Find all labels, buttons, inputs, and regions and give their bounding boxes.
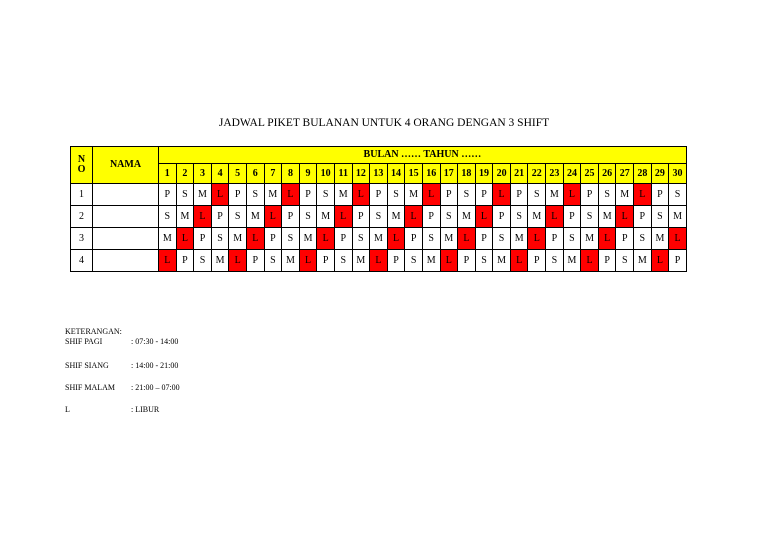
- row-number: 2: [71, 206, 93, 228]
- shift-cell: S: [264, 250, 282, 272]
- shift-cell: M: [458, 206, 476, 228]
- shift-cell: S: [211, 228, 229, 250]
- shift-cell: M: [282, 250, 300, 272]
- shift-cell: P: [282, 206, 300, 228]
- shift-cell: L: [176, 228, 194, 250]
- shift-cell: P: [246, 250, 264, 272]
- shift-cell: L: [422, 184, 440, 206]
- day-number: 28: [634, 164, 652, 184]
- shift-cell: M: [246, 206, 264, 228]
- shift-cell: M: [510, 228, 528, 250]
- schedule-row: [71, 228, 687, 250]
- header-no: [71, 147, 93, 184]
- shift-cell: M: [317, 206, 335, 228]
- shift-cell: M: [581, 228, 599, 250]
- day-number: 7: [264, 164, 282, 184]
- shift-cell: P: [493, 206, 511, 228]
- legend-label: SHIF PAGI: [65, 337, 103, 346]
- row-number: 1: [71, 184, 93, 206]
- shift-cell: L: [211, 184, 229, 206]
- shift-cell: P: [405, 228, 423, 250]
- day-number: 19: [475, 164, 493, 184]
- day-number: 18: [458, 164, 476, 184]
- schedule-row: [71, 250, 687, 272]
- shift-cell: L: [282, 184, 300, 206]
- shift-cell: S: [634, 228, 652, 250]
- shift-cell: M: [528, 206, 546, 228]
- shift-cell: L: [352, 184, 370, 206]
- shift-cell: M: [370, 228, 388, 250]
- schedule-row: [71, 206, 687, 228]
- shift-cell: M: [563, 250, 581, 272]
- shift-cell: P: [352, 206, 370, 228]
- shift-cell: S: [405, 250, 423, 272]
- shift-cell: L: [493, 184, 511, 206]
- name-cell[interactable]: [93, 228, 159, 250]
- shift-cell: S: [651, 206, 669, 228]
- shift-cell: S: [352, 228, 370, 250]
- shift-cell: M: [440, 228, 458, 250]
- shift-cell: P: [211, 206, 229, 228]
- shift-cell: L: [194, 206, 212, 228]
- legend-label: SHIF MALAM: [65, 383, 116, 392]
- shift-cell: S: [334, 250, 352, 272]
- shift-cell: P: [194, 228, 212, 250]
- shift-cell: S: [246, 184, 264, 206]
- shift-cell: L: [651, 250, 669, 272]
- shift-cell: S: [563, 228, 581, 250]
- shift-cell: M: [352, 250, 370, 272]
- shift-cell: S: [176, 184, 194, 206]
- shift-cell: S: [159, 206, 177, 228]
- day-number: 20: [493, 164, 511, 184]
- shift-cell: L: [475, 206, 493, 228]
- day-number: 3: [194, 164, 212, 184]
- legend-value: : 21:00 – 07:00: [131, 383, 180, 392]
- shift-cell: L: [246, 228, 264, 250]
- shift-cell: M: [405, 184, 423, 206]
- page-title: JADWAL PIKET BULANAN UNTUK 4 ORANG DENGAN 3 SHIFT: [218, 117, 550, 129]
- day-number: 4: [211, 164, 229, 184]
- day-number: 10: [317, 164, 335, 184]
- legend-label: L: [65, 405, 70, 414]
- schedule-table: [70, 146, 687, 272]
- row-number: 3: [71, 228, 93, 250]
- shift-cell: S: [440, 206, 458, 228]
- shift-cell: S: [317, 184, 335, 206]
- shift-cell: S: [616, 250, 634, 272]
- shift-cell: L: [669, 228, 687, 250]
- day-number: 24: [563, 164, 581, 184]
- shift-cell: M: [159, 228, 177, 250]
- shift-cell: P: [528, 250, 546, 272]
- legend-value: : LIBUR: [131, 405, 160, 414]
- shift-cell: P: [598, 250, 616, 272]
- day-number: 9: [299, 164, 317, 184]
- shift-cell: P: [669, 250, 687, 272]
- shift-cell: P: [159, 184, 177, 206]
- shift-cell: M: [229, 228, 247, 250]
- shift-cell: S: [528, 184, 546, 206]
- shift-cell: M: [299, 228, 317, 250]
- shift-cell: S: [422, 228, 440, 250]
- shift-cell: P: [229, 184, 247, 206]
- shift-cell: L: [598, 228, 616, 250]
- shift-cell: P: [651, 184, 669, 206]
- header-no-text: N O: [77, 154, 86, 175]
- day-number: 29: [651, 164, 669, 184]
- legend-label: SHIF SIANG: [65, 361, 109, 370]
- shift-cell: M: [669, 206, 687, 228]
- shift-cell: S: [458, 184, 476, 206]
- shift-cell: S: [546, 250, 564, 272]
- shift-cell: M: [616, 184, 634, 206]
- shift-cell: P: [440, 184, 458, 206]
- shift-cell: L: [334, 206, 352, 228]
- shift-cell: L: [387, 228, 405, 250]
- day-number: 14: [387, 164, 405, 184]
- day-number: 12: [352, 164, 370, 184]
- shift-cell: P: [475, 184, 493, 206]
- shift-cell: P: [317, 250, 335, 272]
- shift-cell: P: [546, 228, 564, 250]
- shift-cell: P: [422, 206, 440, 228]
- shift-cell: S: [510, 206, 528, 228]
- day-number-row: [71, 164, 687, 184]
- shift-cell: M: [422, 250, 440, 272]
- name-cell[interactable]: [93, 250, 159, 272]
- shift-cell: M: [634, 250, 652, 272]
- day-number: 15: [405, 164, 423, 184]
- day-number: 16: [422, 164, 440, 184]
- shift-cell: P: [510, 184, 528, 206]
- shift-cell: P: [581, 184, 599, 206]
- shift-cell: P: [563, 206, 581, 228]
- day-number: 30: [669, 164, 687, 184]
- shift-cell: L: [546, 206, 564, 228]
- header-bulan: BULAN …… TAHUN ……: [159, 147, 687, 164]
- shift-cell: L: [634, 184, 652, 206]
- shift-cell: P: [176, 250, 194, 272]
- shift-cell: L: [299, 250, 317, 272]
- legend-value: : 14:00 - 21:00: [131, 361, 179, 370]
- day-number: 17: [440, 164, 458, 184]
- day-number: 5: [229, 164, 247, 184]
- shift-cell: P: [334, 228, 352, 250]
- legend-value: : 07:30 - 14:00: [131, 337, 179, 346]
- day-number: 23: [546, 164, 564, 184]
- shift-cell: L: [581, 250, 599, 272]
- shift-cell: P: [264, 228, 282, 250]
- shift-cell: L: [458, 228, 476, 250]
- shift-cell: L: [317, 228, 335, 250]
- name-cell[interactable]: [93, 184, 159, 206]
- shift-cell: P: [634, 206, 652, 228]
- shift-cell: S: [387, 184, 405, 206]
- legend-heading: KETERANGAN:: [65, 327, 122, 336]
- shift-cell: P: [616, 228, 634, 250]
- shift-cell: M: [176, 206, 194, 228]
- shift-cell: L: [440, 250, 458, 272]
- shift-cell: P: [370, 184, 388, 206]
- shift-cell: S: [194, 250, 212, 272]
- shift-cell: P: [387, 250, 405, 272]
- day-number: 6: [246, 164, 264, 184]
- day-number: 1: [159, 164, 177, 184]
- header-nama: NAMA: [93, 147, 159, 184]
- shift-cell: M: [651, 228, 669, 250]
- shift-cell: M: [211, 250, 229, 272]
- day-number: 13: [370, 164, 388, 184]
- shift-cell: S: [229, 206, 247, 228]
- day-number: 21: [510, 164, 528, 184]
- day-number: 8: [282, 164, 300, 184]
- shift-cell: P: [475, 228, 493, 250]
- shift-cell: S: [475, 250, 493, 272]
- row-number: 4: [71, 250, 93, 272]
- day-number: 11: [334, 164, 352, 184]
- shift-cell: L: [528, 228, 546, 250]
- shift-cell: L: [264, 206, 282, 228]
- shift-cell: S: [581, 206, 599, 228]
- shift-cell: L: [563, 184, 581, 206]
- shift-cell: M: [194, 184, 212, 206]
- shift-cell: M: [264, 184, 282, 206]
- shift-cell: M: [546, 184, 564, 206]
- shift-cell: S: [598, 184, 616, 206]
- day-number: 22: [528, 164, 546, 184]
- shift-cell: L: [229, 250, 247, 272]
- schedule-row: [71, 184, 687, 206]
- shift-cell: L: [159, 250, 177, 272]
- day-number: 26: [598, 164, 616, 184]
- day-number: 25: [581, 164, 599, 184]
- shift-cell: S: [299, 206, 317, 228]
- shift-cell: M: [387, 206, 405, 228]
- day-number: 2: [176, 164, 194, 184]
- shift-cell: L: [616, 206, 634, 228]
- shift-cell: S: [370, 206, 388, 228]
- shift-cell: M: [598, 206, 616, 228]
- header-row: [71, 147, 687, 164]
- shift-cell: S: [493, 228, 511, 250]
- shift-cell: P: [299, 184, 317, 206]
- shift-cell: L: [370, 250, 388, 272]
- shift-cell: L: [510, 250, 528, 272]
- shift-cell: S: [282, 228, 300, 250]
- shift-cell: M: [493, 250, 511, 272]
- shift-cell: P: [458, 250, 476, 272]
- shift-cell: L: [405, 206, 423, 228]
- shift-cell: S: [669, 184, 687, 206]
- name-cell[interactable]: [93, 206, 159, 228]
- shift-cell: M: [334, 184, 352, 206]
- day-number: 27: [616, 164, 634, 184]
